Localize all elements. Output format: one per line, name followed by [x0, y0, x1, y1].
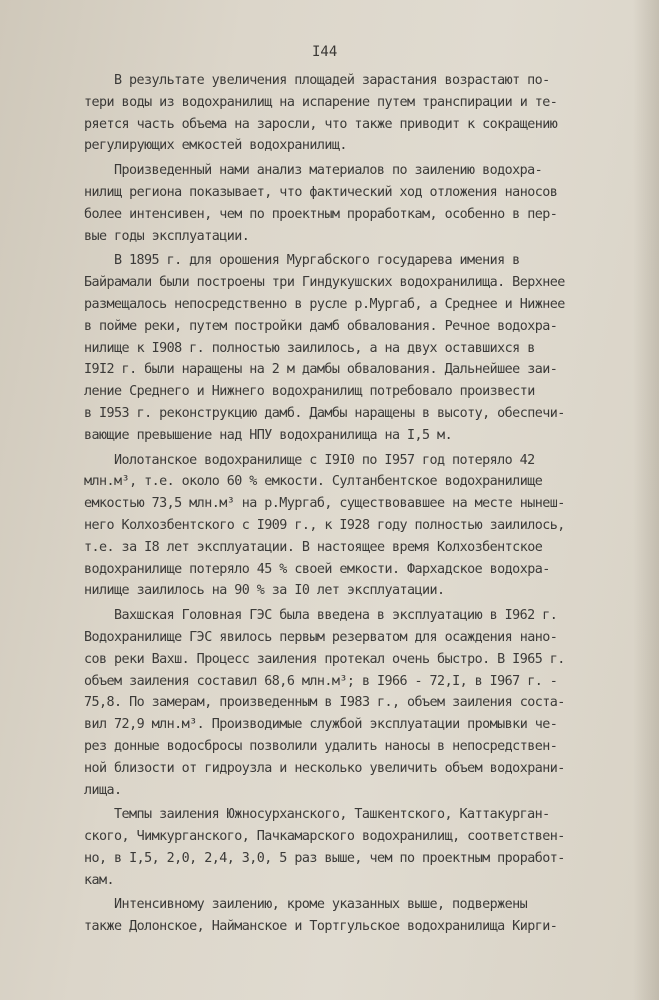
text-line: тери воды из водохранилищ на испарение путем транспирации и те-: [84, 94, 558, 110]
text-line: I9I2 г. были наращены на 2 м дамбы обвалования. Дальнейшее заи-: [84, 362, 558, 378]
text-line: сов реки Вахш. Процесс заиления протекал очень быстро. В I965 г.: [84, 651, 565, 667]
text-line: Байрамали были построены три Гиндукушских водохранилища. Верхнее: [84, 275, 565, 291]
document-body: [84, 70, 634, 938]
text-line: Вахшская Головная ГЭС была введена в эксплуатацию в I962 г.: [114, 608, 558, 624]
text-line: но, в I,5, 2,0, 2,4, 3,0, 5 раз выше, чем по проектным проработ-: [84, 850, 565, 866]
text-line: В 1895 г. для орошения Мургабского государева имения в: [114, 253, 520, 269]
text-line: Интенсивному заилению, кроме указанных выше, подвержены: [114, 897, 528, 913]
text-line: более интенсивен, чем по проектным проработкам, особенно в пер-: [84, 206, 558, 222]
paragraph-4: [84, 450, 634, 603]
text-line: ского, Чимкурганского, Пачкамарского водохранилищ, соответствен-: [84, 829, 565, 845]
text-line: нилищ региона показывает, что фактический ход отложения наносов: [84, 184, 558, 200]
text-line: него Колхозбентского с I909 г., к I928 году полностью заилилось,: [84, 517, 565, 533]
text-line: лища.: [84, 782, 122, 798]
text-line: в I953 г. реконструкцию дамб. Дамбы наращены в высоту, обеспечи-: [84, 405, 565, 421]
text-line: ление Среднего и Нижнего водохранилищ потребовало произвести: [84, 384, 535, 400]
paragraph-5: [84, 605, 634, 801]
page-edge-shadow: [633, 0, 659, 1000]
paragraph-6: [84, 804, 634, 891]
text-line: рез донные водосбросы позволили удалить наносы в непосредствен-: [84, 738, 558, 754]
text-line: Иолотанское водохранилище с I9I0 по I957 год потеряло 42: [114, 452, 535, 468]
text-line: Произведенный нами анализ материалов по заилению водохра-: [114, 163, 543, 179]
text-line: емкостью 73,5 млн.м³ на р.Мургаб, существовавшее на месте нынеш-: [84, 496, 565, 512]
text-line: т.е. за I8 лет эксплуатации. В настоящее время Колхозбентское: [84, 539, 543, 555]
text-line: также Долонское, Найманское и Тортгульское водохранилища Кирги-: [84, 919, 558, 935]
text-line: нилище к I908 г. полностью заилилось, а на двух оставшихся в: [84, 340, 535, 356]
text-line: нилище заилилось на 90 % за I0 лет эксплуатации.: [84, 583, 445, 599]
text-line: млн.м³, т.е. около 60 % емкости. Султанбентское водохранилище: [84, 474, 543, 490]
text-line: вающие превышение над НПУ водохранилища на I,5 м.: [84, 427, 453, 443]
text-line: водохранилище потеряло 45 % своей емкости. Фархадское водохра-: [84, 561, 550, 577]
text-line: В результате увеличения площадей зарастания возрастают по-: [114, 73, 550, 88]
text-line: кам.: [84, 872, 115, 888]
text-line: размещалось непосредственно в русле р.Мургаб, а Среднее и Нижнее: [84, 296, 565, 312]
text-line: вые годы эксплуатации.: [84, 228, 250, 244]
text-line: вил 72,9 млн.м³. Производимые службой эксплуатации промывки че-: [84, 717, 558, 733]
text-line: 75,8. По замерам, произведенным в I983 г., объем заиления соста-: [84, 695, 565, 711]
text-line: ной близости от гидроузла и несколько увеличить объем водохрани-: [84, 760, 565, 776]
paragraph-7: [84, 894, 634, 938]
text-line: регулирующих емкостей водохранилищ.: [84, 138, 347, 154]
page-number: I44: [312, 44, 338, 60]
text-line: ряется часть объема на заросли, что также приводит к сокращению: [84, 116, 558, 132]
paragraph-3: [84, 250, 634, 446]
text-line: в пойме реки, путем постройки дамб обвалования. Речное водохра-: [84, 318, 558, 334]
text-line: Водохранилище ГЭС явилось первым резерватом для осаждения нано-: [84, 629, 558, 645]
text-line: Темпы заиления Южносурханского, Ташкентского, Каттакурган-: [114, 807, 550, 823]
paragraph-1: [84, 70, 634, 157]
text-line: объем заиления составил 68,6 млн.м³; в I966 - 72,I, в I967 г. -: [84, 673, 558, 689]
paragraph-2: [84, 160, 634, 247]
